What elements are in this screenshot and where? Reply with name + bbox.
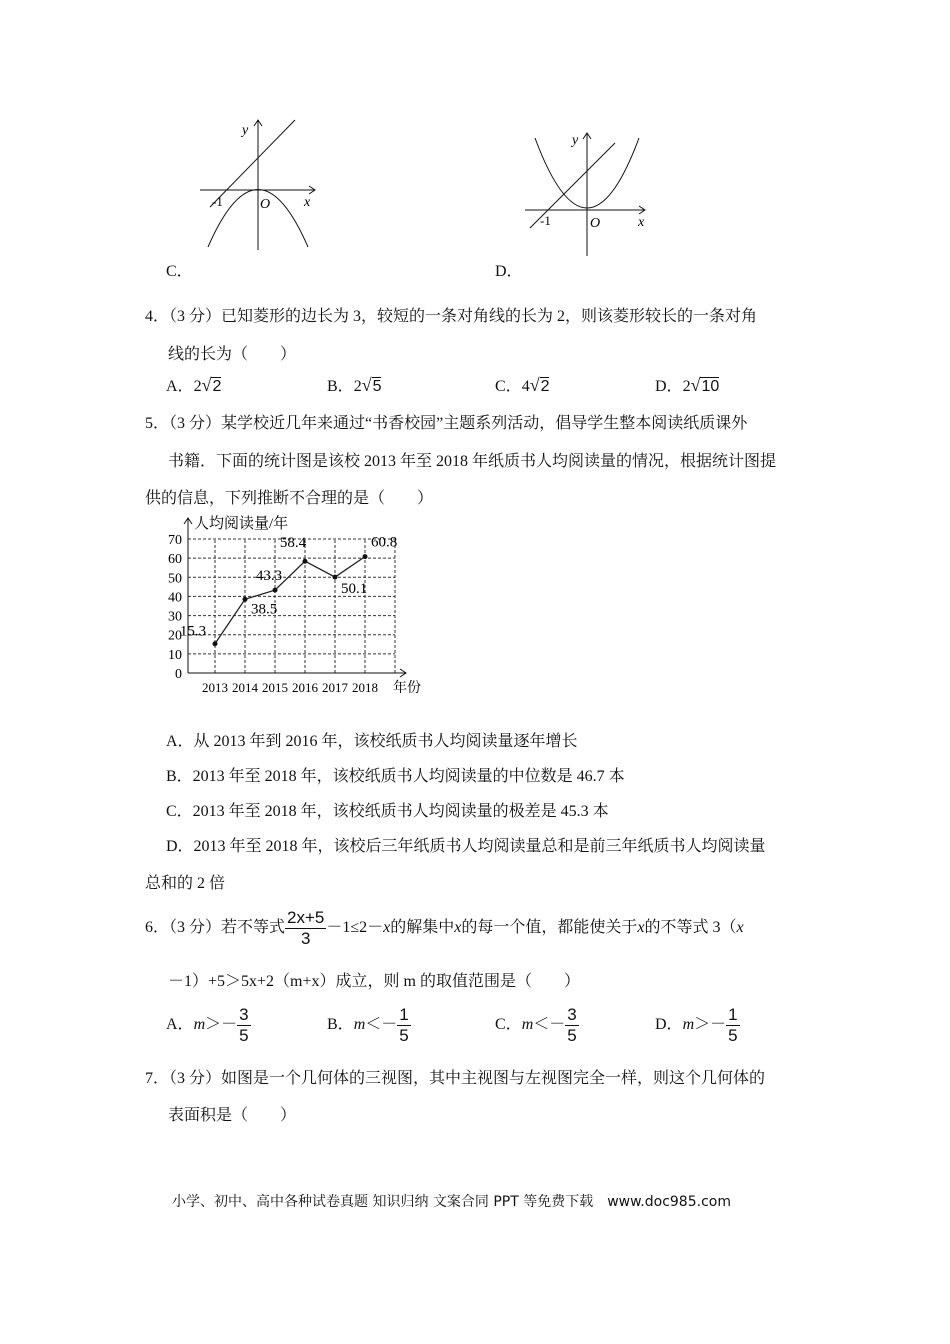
x-tick-label: 2016: [292, 680, 318, 695]
x-axis-label: 年份: [393, 681, 421, 696]
svg-text:-1: -1: [540, 213, 551, 228]
fraction: $\frac{2x+5}{3}$: [287, 908, 325, 948]
q6-text-line1: 6．（3 分）若不等式 $\frac{2x+5}{3}$ －1≤2－x的解集中x的每一个值，都能使关于x的不等式 3（x: [145, 908, 744, 948]
q4-text-line2: 线的长为（ ）: [168, 346, 297, 363]
svg-text:-1: -1: [212, 194, 223, 209]
q6-text-line2: －1）+5＞5x+2（m+x）成立，则 m 的取值范围是（ ）: [168, 973, 580, 990]
y-tick-label: 0: [175, 667, 182, 682]
q5-option-c[interactable]: C．2013 年至 2018 年，该校纸质书人均阅读量的极差是 45.3 本: [166, 803, 609, 820]
y-tick-label: 30: [168, 609, 182, 625]
data-label: 50.1: [341, 581, 368, 598]
graph-d: [520, 128, 660, 258]
reading-chart: [160, 510, 430, 700]
q6-option-a[interactable]: A．m＞－ $\frac{3}{5}$: [166, 1005, 249, 1045]
data-point: [273, 588, 278, 593]
q4-option-d[interactable]: D．2√10: [655, 375, 720, 395]
q5-text-line2: 书籍．下面的统计图是该校 2013 年至 2018 年纸质书人均阅读量的情况，根据统计图提: [168, 453, 777, 470]
q6-option-c[interactable]: C．m＜－ $\frac{3}{5}$: [495, 1005, 577, 1045]
q4-option-b[interactable]: B．2√5: [327, 375, 382, 395]
data-label: 38.5: [251, 601, 278, 618]
q5-text-line3: 供的信息，下列推断不合理的是（ ）: [145, 490, 434, 507]
y-axis-label: 人均阅读量/年: [194, 516, 289, 532]
svg-text:x: x: [304, 195, 311, 210]
q5-option-a[interactable]: A．从 2013 年到 2016 年，该校纸质书人均阅读量逐年增长: [166, 733, 578, 750]
q7-text-line2: 表面积是（ ）: [168, 1107, 297, 1124]
data-point: [363, 554, 368, 559]
x-tick-label: 2013: [202, 680, 228, 695]
y-tick-label: 10: [168, 647, 182, 663]
data-label: 58.4: [279, 535, 307, 552]
q4-option-a[interactable]: A．2√2: [166, 375, 222, 395]
series-line: [215, 557, 368, 644]
x-tick-label: 2018: [352, 680, 378, 695]
q5-text-line1: 5．（3 分）某学校近几年来通过“书香校园”主题系列活动，倡导学生整本阅读纸质课外: [145, 415, 748, 432]
q6-option-b[interactable]: B．m＜－ $\frac{1}{5}$: [327, 1005, 409, 1045]
svg-text:O: O: [260, 197, 271, 212]
data-point: [213, 641, 218, 646]
x-tick-label: 2014: [232, 680, 258, 695]
y-tick-label: 70: [168, 533, 182, 548]
y-tick-label: 20: [168, 628, 182, 644]
q6-option-d[interactable]: D．m＞－ $\frac{1}{5}$: [655, 1005, 738, 1045]
footer-text: 小学、初中、高中各种试卷真题 知识归纳 文案合同 PPT 等免费下载 www.doc985.com: [172, 1194, 731, 1210]
y-tick-label: 50: [168, 571, 182, 587]
svg-text:O: O: [590, 216, 601, 231]
q5-option-d[interactable]: D．2013 年至 2018 年，该校后三年纸质书人均阅读量总和是前三年纸质书人均阅读量: [166, 838, 766, 855]
x-tick-label: 2015: [262, 680, 288, 695]
svg-text:y: y: [572, 133, 579, 148]
y-tick-label: 60: [168, 552, 182, 568]
data-label: 43.3: [255, 568, 283, 585]
data-point: [333, 575, 338, 580]
option-c-label[interactable]: C．: [166, 263, 193, 280]
q4-text-line1: 4．（3 分）已知菱形的边长为 3，较短的一条对角线的长为 2，则该菱形较长的一条对角: [145, 308, 758, 325]
x-tick-label: 2017: [322, 680, 348, 695]
svg-text:x: x: [638, 215, 645, 230]
q4-option-c[interactable]: C．4√2: [495, 375, 550, 395]
q7-text-line1: 7．（3 分）如图是一个几何体的三视图，其中主视图与左视图完全一样，则这个几何体的: [145, 1070, 766, 1087]
y-tick-label: 40: [168, 590, 182, 606]
option-d-label[interactable]: D．: [495, 263, 523, 280]
q5-option-b[interactable]: B．2013 年至 2018 年，该校纸质书人均阅读量的中位数是 46.7 本: [166, 768, 625, 785]
data-point: [243, 597, 248, 602]
data-label: 60.8: [371, 534, 398, 551]
q5-option-d-cont: 总和的 2 倍: [145, 875, 226, 892]
data-point: [303, 559, 308, 564]
data-label: 15.3: [179, 623, 207, 640]
graph-c: [190, 112, 320, 252]
svg-text:y: y: [242, 123, 249, 138]
